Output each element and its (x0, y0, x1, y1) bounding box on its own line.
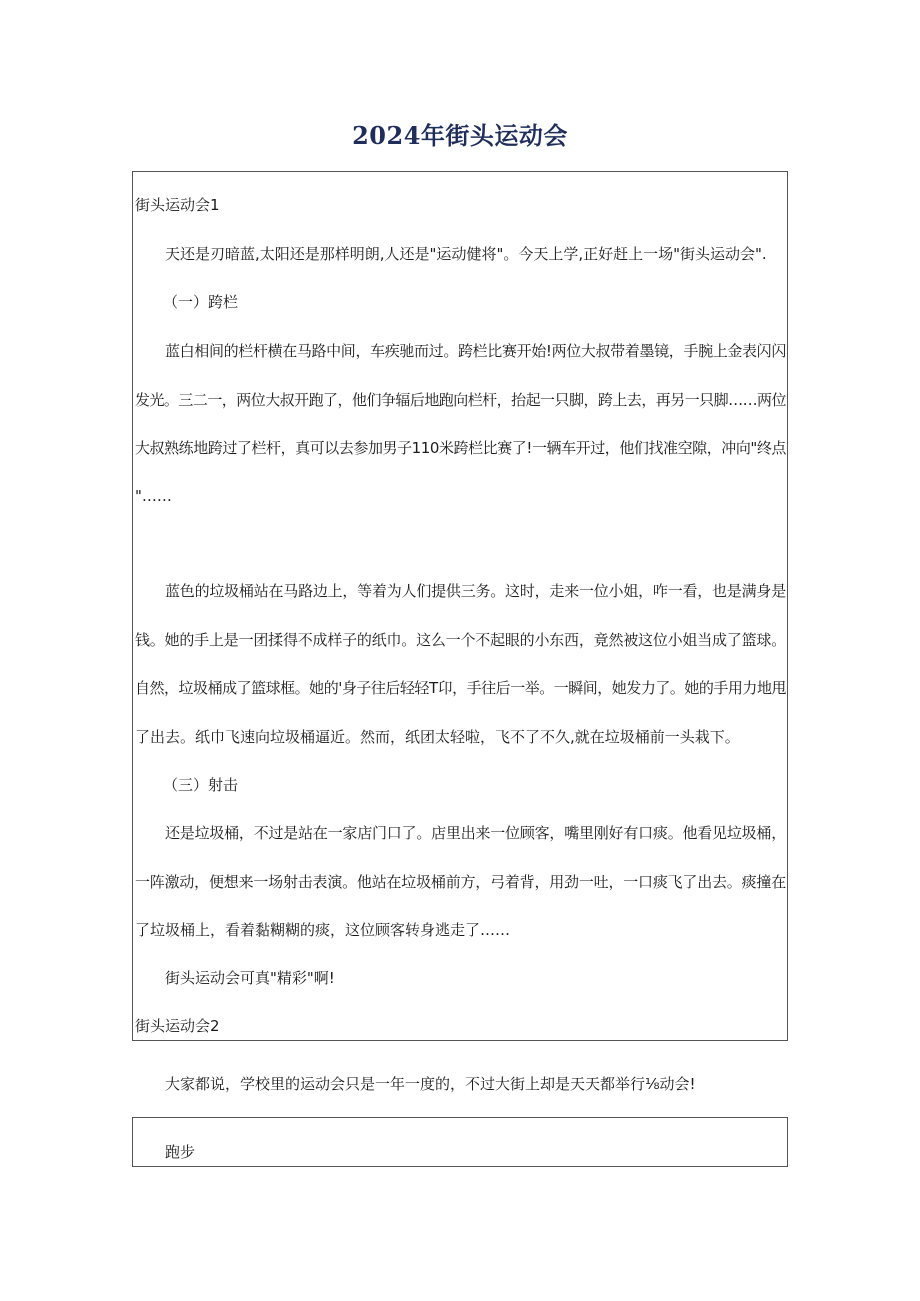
paragraph-hurdles-line: 大叔熟练地跨过了栏杆，真可以去参加男子110米跨栏比赛了!一辆车开过，他们找准空隙，冲向"终点 (135, 439, 786, 457)
subheading-running: 跑步 (165, 1143, 196, 1161)
essay-2-heading: 街头运动会2 (135, 1017, 220, 1035)
subheading-shooting: （三）射击 (163, 776, 239, 794)
page-title: 2024年街头运动会 (352, 121, 568, 150)
paragraph-basketball-line: 自然，垃圾桶成了篮球框。她的'身子往后轻轻T卬，手往后一举。一瞬间，她发力了。她的手用力地甩 (135, 679, 786, 697)
paragraph-basketball-line: 蓝色的垃圾桶站在马路边上，等着为人们提供三务。这时，走来一位小姐，咋一看，也是满身是 (165, 582, 786, 600)
paragraph-hurdles-line: 发光。三二一，两位大叔开跑了，他们争辐后地跑向栏杆，抬起一只脚，跨上去，再另一只脚……两位 (135, 391, 786, 409)
paragraph-hurdles-line: 蓝白相间的栏杆横在马路中间，车疾驰而过。跨栏比赛开始!两位大叔带着墨镜，手腕上金表闪闪 (165, 342, 786, 360)
paragraph-shooting-line: 还是垃圾桶，不过是站在一家店门口了。店里出来一位顾客，嘴里刚好有口痰。他看见垃圾桶， (165, 824, 786, 842)
paragraph-shooting-line: 了垃圾桶上，看着黏糊糊的痰，这位顾客转身逃走了…… (135, 921, 511, 939)
essay-1-intro: 天还是刃暗蓝,太阳还是那样明朗,人还是"运动健将"。今天上学,正好赶上一场"街头运动会". (165, 245, 767, 263)
paragraph-hurdles-line: "…… (135, 487, 172, 505)
paragraph-basketball-line: 钱。她的手上是一团揉得不成样子的纸巾。这么一个不起眼的小东西，竟然被这位小姐当成了篮球。 (135, 631, 786, 649)
essay-1-closing: 街头运动会可真"精彩"啊! (165, 969, 335, 987)
essay-1-heading: 街头运动会1 (135, 196, 220, 214)
subheading-hurdles: （一）跨栏 (163, 293, 239, 311)
essay-2-intro: 大家都说，学校里的运动会只是一年一度的，不过大街上却是天天都举行⅛动会! (165, 1075, 696, 1093)
paragraph-shooting-line: 一阵激动，便想来一场射击表演。他站在垃圾桶前方，弓着背，用劲一吐，一口痰飞了出去。痰撞在 (135, 873, 786, 891)
paragraph-basketball-line: 了出去。纸巾飞速向垃圾桶逼近。然而，纸团太轻啦，飞不了不久,就在垃圾桶前一头栽下。 (135, 728, 740, 746)
essay-2-frame (132, 1117, 788, 1167)
